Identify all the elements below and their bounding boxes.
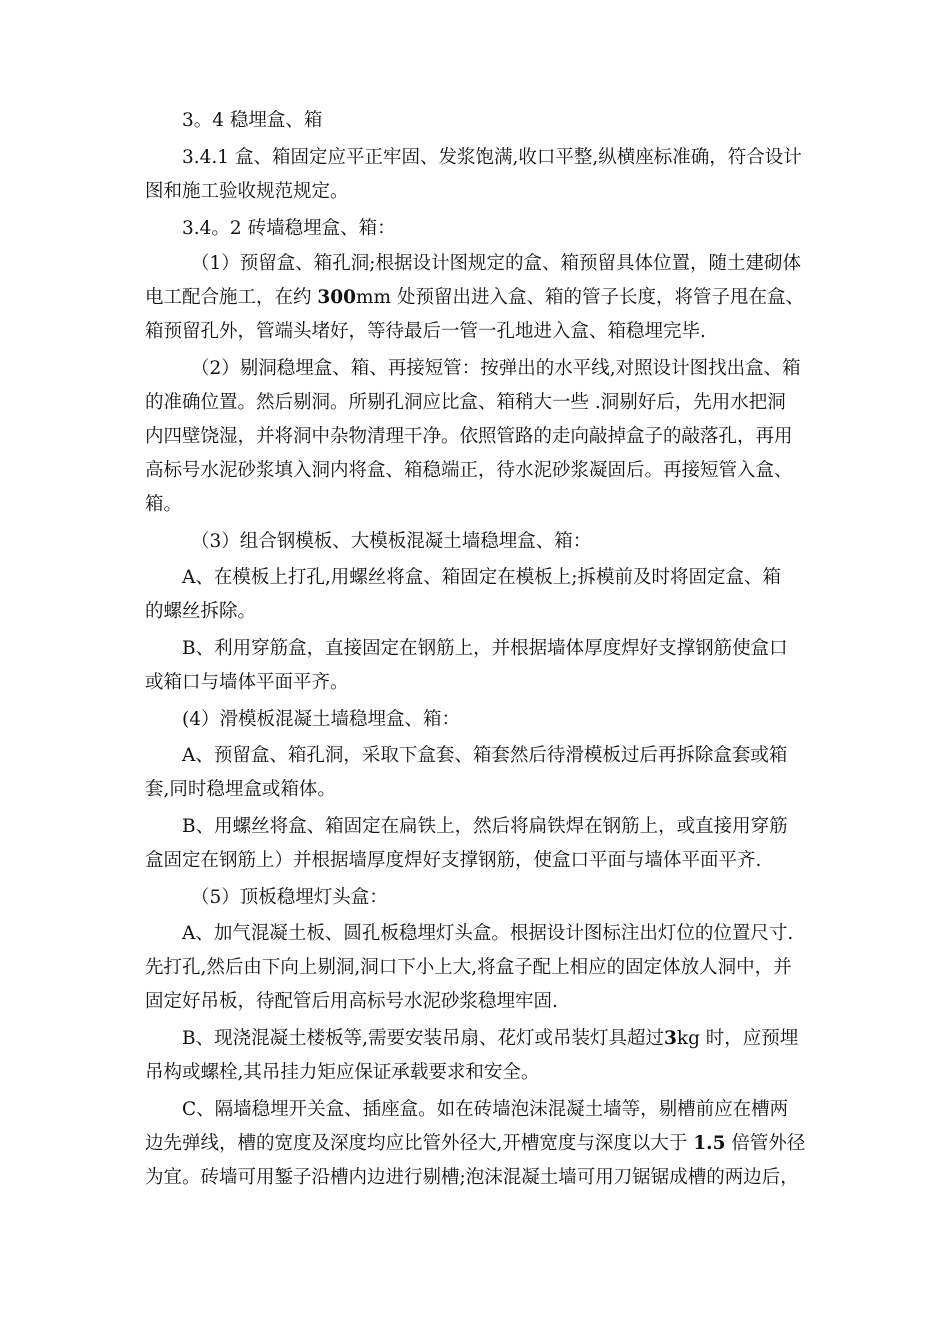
paragraph-line (145, 281, 804, 315)
section-heading-3-4-2: 3.4。2 砖墙稳埋盒、箱： (182, 218, 396, 239)
paragraph-line: B、用螺丝将盒、箱固定在扁铁上，然后将扁铁焊在钢筋上，或直接用穿筋 (182, 816, 788, 837)
paragraph-line: 箱预留孔外，管端头堵好，等待最后一管一孔地进入盒、箱稳埋完毕. (145, 321, 706, 342)
paragraph-line: 固定好吊板，待配管后用高标号水泥砂浆稳埋牢固. (145, 991, 558, 1012)
text-run: 电工配合施工，在约 (145, 287, 318, 308)
paragraph-line: 或箱口与墙体平面平齐。 (145, 672, 349, 693)
paragraph-line: 3.4.1 盒、箱固定应平正牢固、发浆饱满,收口平整,纵横座标准确，符合设计 (182, 147, 802, 168)
paragraph-line: A、在模板上打孔,用螺丝将盒、箱固定在模板上;拆模前及时将固定盒、箱 (182, 567, 781, 588)
paragraph-line: 内四壁饶湿，并将洞中杂物清理干净。依照管路的走向敲掉盒子的敲落孔，再用 (145, 426, 793, 447)
paragraph-line: 套,同时稳埋盒或箱体。 (145, 779, 336, 800)
text-run: 边先弹线，槽的宽度及深度均应比管外径大,开槽宽度与深度以大于 (145, 1133, 694, 1154)
bold-number: 300 (317, 287, 357, 308)
paragraph-line: 高标号水泥砂浆填入洞内将盒、箱稳端正，待水泥砂浆凝固后。再接短管入盒、 (145, 460, 793, 481)
paragraph-line: 图和施工验收规范规定。 (145, 181, 349, 202)
paragraph-line: A、加气混凝土板、圆孔板稳埋灯头盒。根据设计图标注出灯位的位置尺寸. (182, 923, 794, 944)
paragraph-line (182, 1022, 798, 1056)
text-run: 倍管外径 (725, 1133, 806, 1154)
text-run: B、现浇混凝土楼板等,需要安装吊扇、花灯或吊装灯具超过 (182, 1028, 664, 1049)
paragraph-line: B、利用穿筋盒，直接固定在钢筋上，并根据墙体厚度焊好支撑钢筋使盒口 (182, 638, 788, 659)
paragraph-line: 盒固定在钢筋上）并根据墙厚度焊好支撑钢筋，使盒口平面与墙体平面平齐. (145, 850, 762, 871)
paragraph-line: 的螺丝拆除。 (145, 601, 257, 622)
paragraph-line: 箱。 (145, 494, 183, 515)
paragraph-line (145, 1127, 805, 1161)
paragraph-line: 吊构或螺栓,其吊挂力矩应保证承载要求和安全。 (145, 1062, 540, 1083)
paragraph-line: （5）顶板稳埋灯头盒： (191, 887, 388, 908)
text-run: kg 时，应预埋 (676, 1028, 799, 1049)
paragraph-line: 的准确位置。然后剔洞。所剔孔洞应比盒、箱稍大一些 .洞剔好后，先用水把洞 (145, 392, 786, 413)
paragraph-line: （3）组合钢模板、大模板混凝土墙稳埋盒、箱： (191, 531, 592, 552)
section-heading-3-4: 3。4 稳埋盒、箱 (182, 110, 323, 131)
paragraph-line: C、隔墙稳埋开关盒、插座盒。如在砖墙泡沫混凝土墙等，剔槽前应在槽两 (182, 1099, 789, 1120)
bold-number: 1.5 (693, 1133, 726, 1154)
paragraph-line: (4）滑模板混凝土墙稳埋盒、箱： (182, 709, 460, 730)
paragraph-line: 为宜。砖墙可用錾子沿槽内边进行剔槽;泡沫混凝土墙可用刀锯锯成槽的两边后， (145, 1167, 799, 1188)
paragraph-line: （2）剔洞稳埋盒、箱、再接短管：按弹出的水平线,对照设计图找出盒、箱 (191, 358, 801, 379)
paragraph-line: 先打孔,然后由下向上剔洞,洞口下小上大,将盒子配上相应的固定体放人洞中，并 (145, 957, 792, 978)
bold-number: 3 (663, 1028, 677, 1049)
paragraph-line: （1）预留盒、箱孔洞;根据设计图规定的盒、箱预留具体位置，随土建砌体 (191, 253, 802, 274)
text-run: mm 处预留出进入盒、箱的管子长度，将管子甩在盒、 (356, 287, 804, 308)
paragraph-line: A、预留盒、箱孔洞，采取下盒套、箱套然后待滑模板过后再拆除盒套或箱 (182, 745, 788, 766)
